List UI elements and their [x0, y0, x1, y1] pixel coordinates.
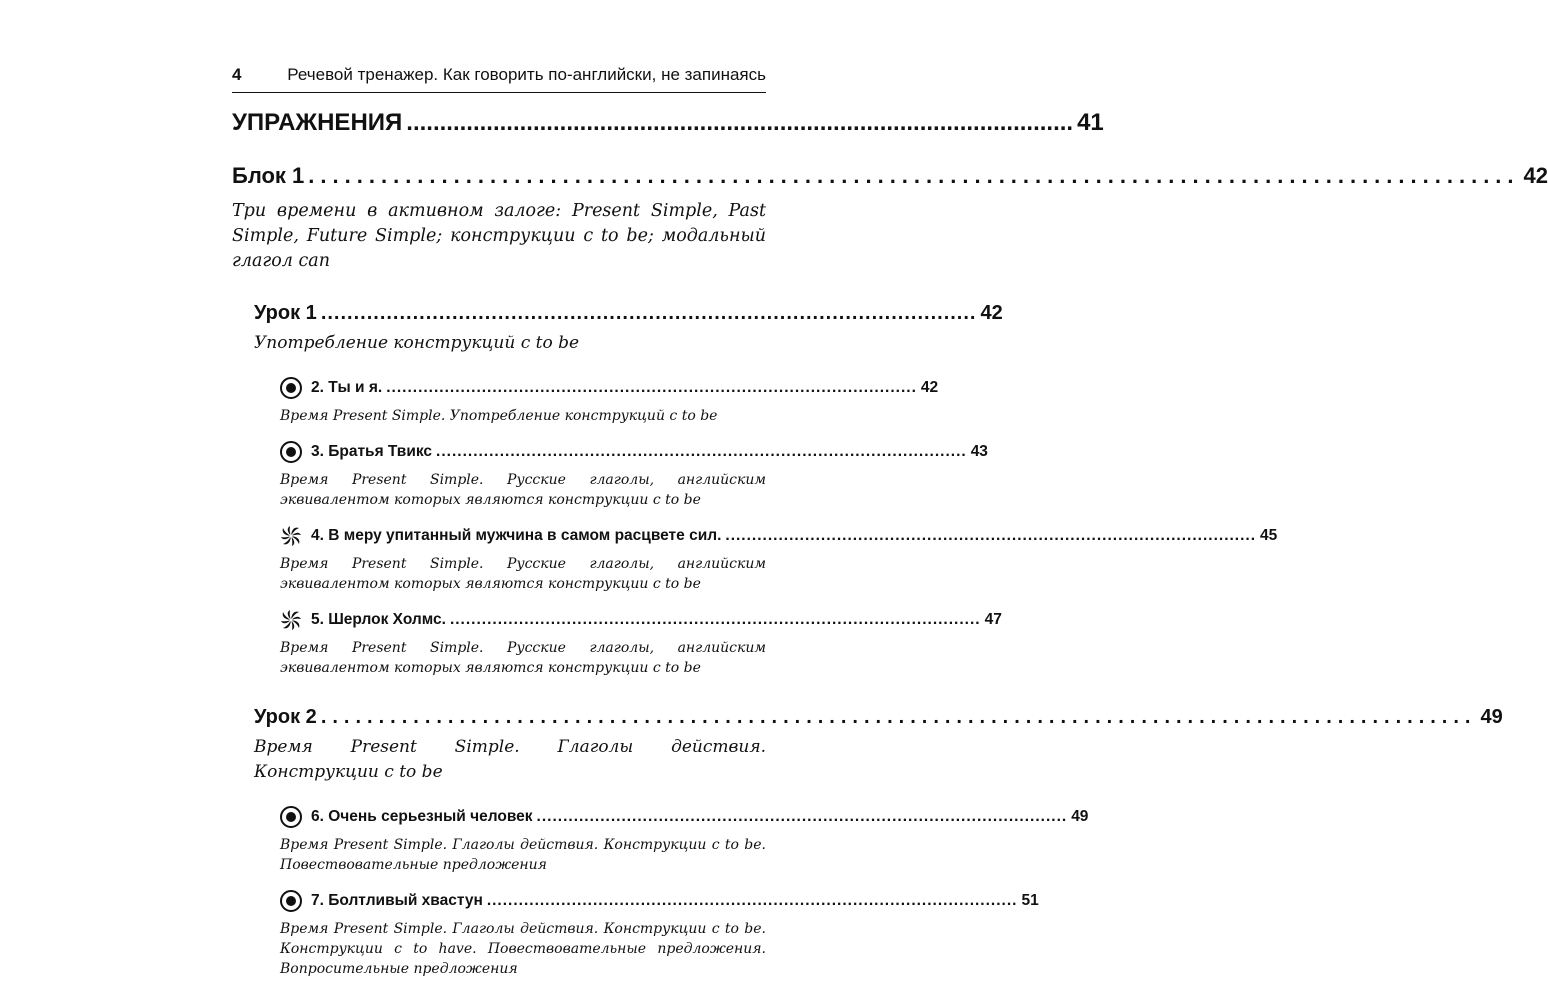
exercise-description: Время Present Simple. Употребление конструкций с to be	[280, 408, 718, 424]
toc-entry-exercises[interactable]	[232, 109, 1104, 137]
block-description: Три времени в активном залоге: Present Simple, Past Simple, Future Simple; конструкции с to be; модальный глагол can	[232, 201, 766, 271]
toc-entry-exercise-3[interactable]	[279, 440, 988, 464]
toc-entry-page: 51	[1021, 892, 1039, 909]
toc-entry-exercise-5[interactable]	[279, 608, 1002, 632]
toc-entry-label: 6. Очень серьезный человек	[311, 808, 533, 825]
target-icon	[279, 889, 303, 913]
dot-leader: ....................................................................................................	[536, 808, 1068, 825]
exercise-description: Время Present Simple. Глаголы действия. Конструкции с to be. Повествовательные предложения	[280, 837, 766, 873]
dot-leader: ....................................................................................................	[725, 527, 1257, 544]
toc-entry-exercise-7[interactable]	[279, 889, 1039, 913]
toc-entry-label: Урок 2	[254, 706, 317, 728]
dot-leader: ....................................................................................................	[308, 163, 1520, 188]
exercise-description: Время Present Simple. Русские глаголы, английским эквивалентом которых являются конструкции с to be	[280, 472, 766, 508]
toc-entry-page: 49	[1071, 808, 1089, 825]
dot-leader: ....................................................................................................	[320, 706, 1477, 728]
lesson-description: Употребление конструкций с to be	[254, 333, 580, 353]
target-icon	[279, 376, 303, 400]
lesson-description: Время Present Simple. Глаголы действия. Конструкции с to be	[254, 737, 766, 782]
toc-entry-page: 45	[1260, 527, 1278, 544]
toc-entry-page: 42	[1523, 163, 1548, 188]
dot-leader: ....................................................................................................	[449, 611, 981, 628]
toc-entry-label: 5. Шерлок Холмс.	[311, 611, 446, 628]
toc-entry-page: 49	[1480, 706, 1503, 728]
toc-page	[232, 60, 1548, 979]
target-icon	[279, 805, 303, 829]
page-number: 4	[232, 65, 242, 84]
toc-entry-label: УПРАЖНЕНИЯ	[232, 109, 403, 136]
exercise-description: Время Present Simple. Русские глаголы, английским эквивалентом которых являются конструкции с to be	[280, 556, 766, 592]
toc-entry-page: 42	[980, 302, 1003, 324]
toc-entry-exercise-2[interactable]	[279, 376, 939, 400]
exercise-description: Время Present Simple. Русские глаголы, английским эквивалентом которых являются конструкции с to be	[280, 640, 766, 676]
toc-entry-label: 3. Братья Твикс	[311, 443, 433, 460]
toc-entry-page: 42	[920, 379, 939, 396]
toc-entry-exercise-6[interactable]	[279, 805, 1089, 829]
running-header	[232, 60, 766, 93]
spiral-icon	[279, 608, 303, 632]
toc-entry-lesson-1[interactable]	[254, 302, 1003, 325]
dot-leader: ....................................................................................................	[406, 109, 1074, 136]
book-title: Речевой тренажер. Как говорить по-английски, не запинаясь	[287, 65, 766, 84]
toc-entry-page: 41	[1077, 109, 1104, 136]
toc-entry-exercise-4[interactable]	[279, 524, 1278, 548]
target-icon	[279, 440, 303, 464]
toc-entry-label: 2. Ты и я.	[311, 379, 383, 396]
spiral-icon	[279, 524, 303, 548]
toc-entry-label: 7. Болтливый хвастун	[311, 892, 483, 909]
toc-entry-block-1[interactable]	[232, 163, 1548, 189]
dot-leader: ....................................................................................................	[436, 443, 967, 460]
dot-leader: ....................................................................................................	[386, 379, 917, 396]
toc-entry-label: Урок 1	[254, 302, 317, 324]
toc-entry-lesson-2[interactable]	[254, 706, 1503, 729]
toc-entry-page: 43	[970, 443, 988, 460]
dot-leader: ....................................................................................................	[320, 302, 977, 324]
dot-leader: ....................................................................................................	[486, 892, 1018, 909]
toc-entry-page: 47	[984, 611, 1002, 628]
exercise-description: Время Present Simple. Глаголы действия. Конструкции с to be. Конструкции с to have. Повествовательные предложения. Вопросительные предложения	[280, 921, 766, 977]
toc-entry-label: Блок 1	[232, 163, 305, 188]
toc-entry-label: 4. В меру упитанный мужчина в самом расцвете сил.	[311, 527, 722, 544]
